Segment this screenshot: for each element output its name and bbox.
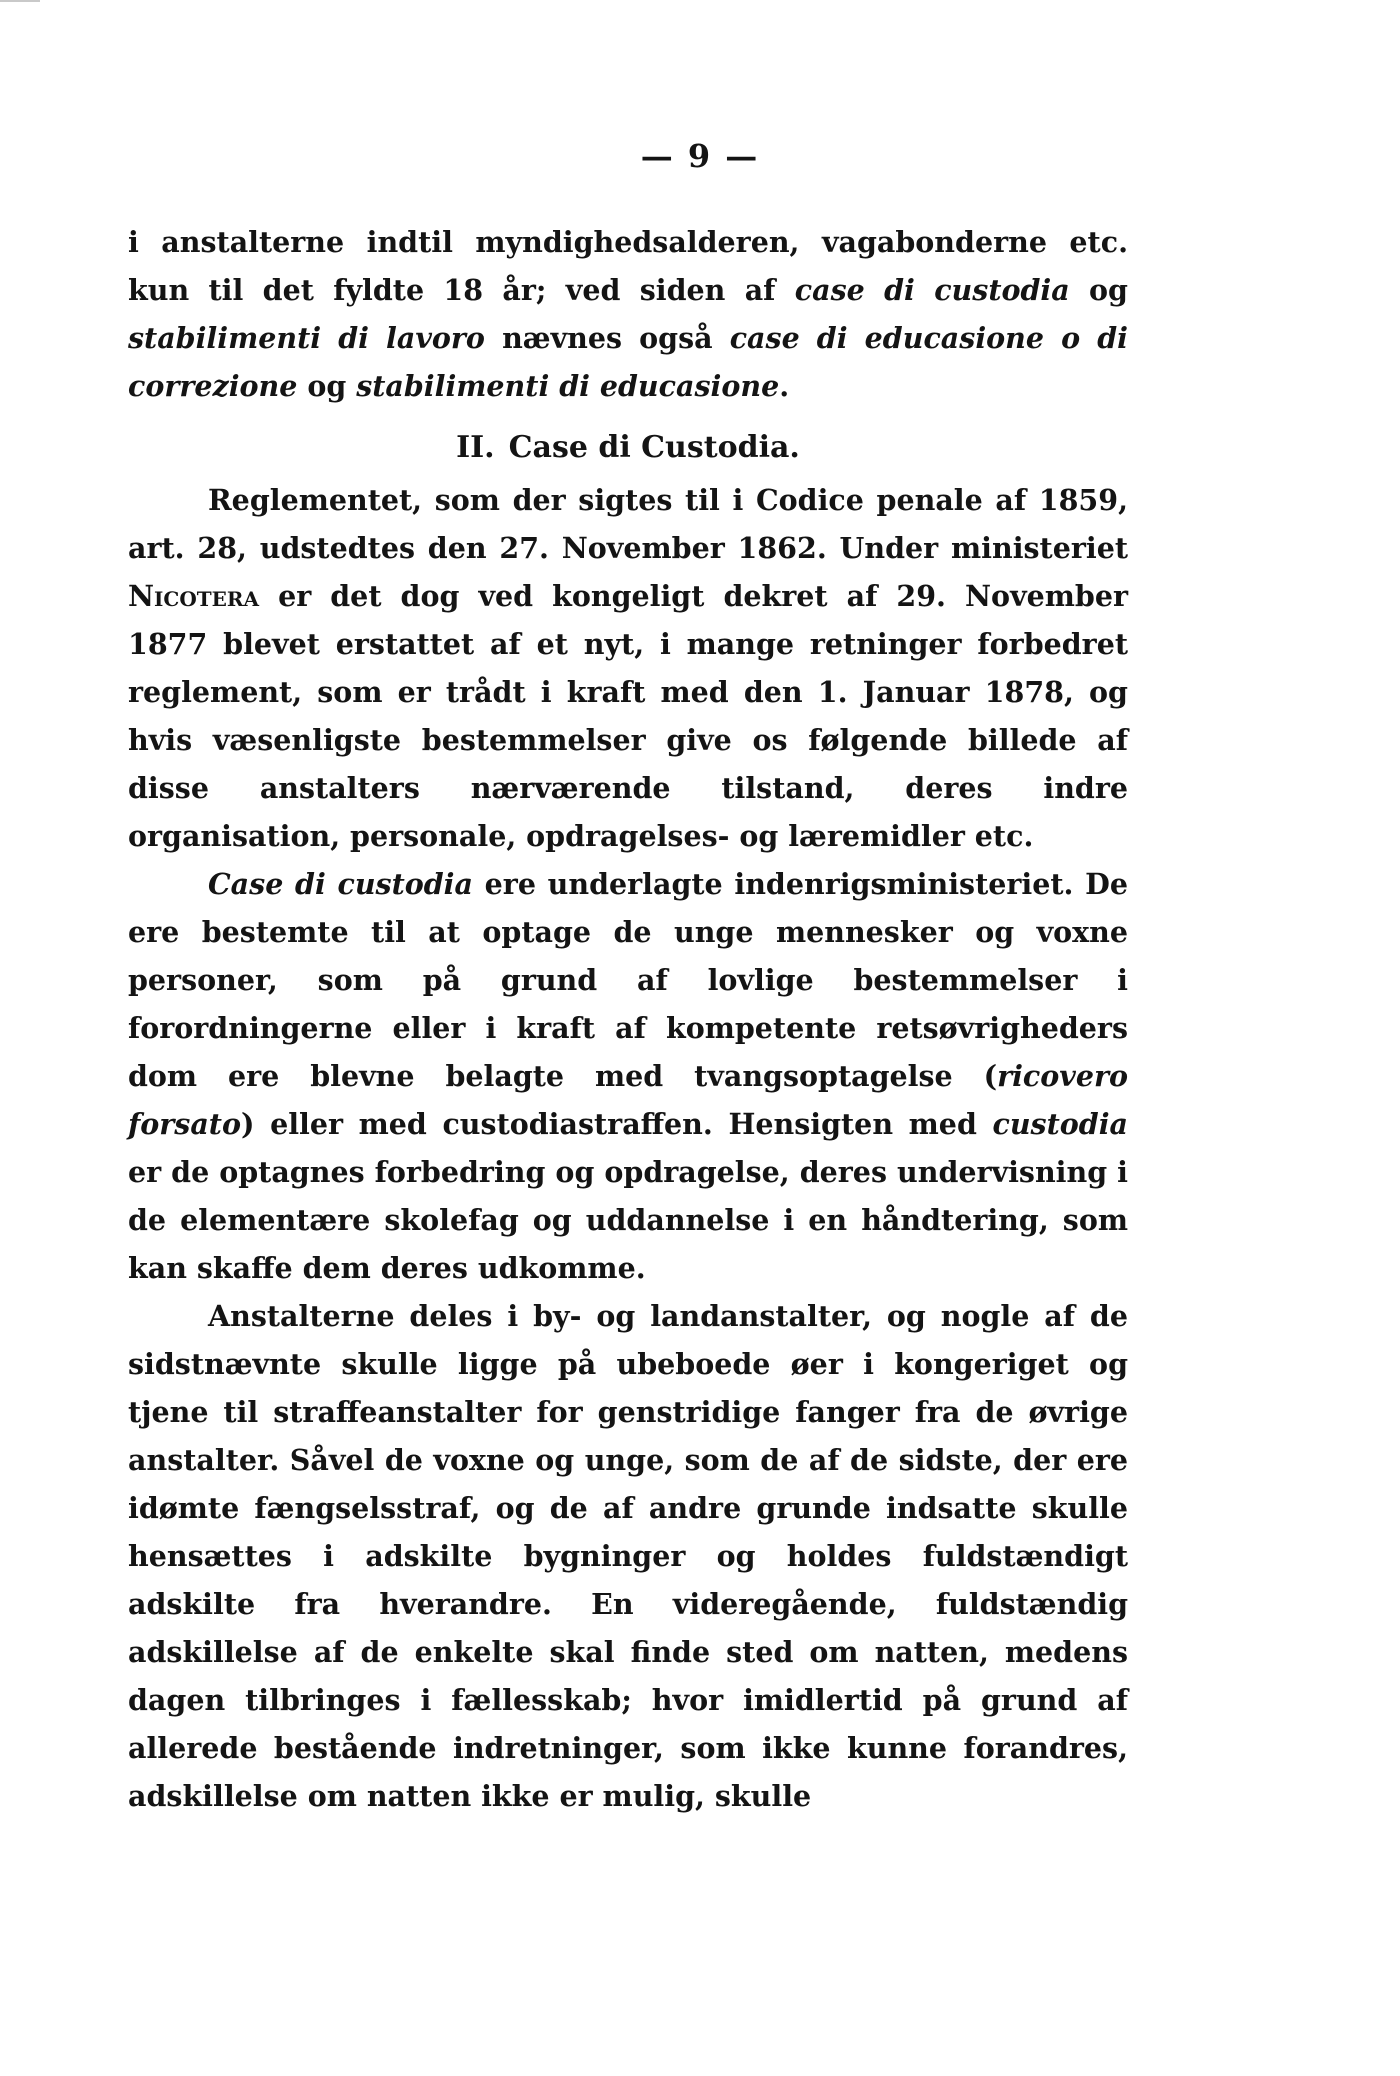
paragraph-text: Reglementet, som der sigtes til i Codice penale af 1859, art. 28, udstedtes den 27. November 1862. Under ministeriet xyxy=(128,483,1128,565)
italic-term: stabilimenti di educasione xyxy=(356,369,780,403)
paragraph-reglement xyxy=(128,476,1128,860)
italic-term: ricovero forsato xyxy=(128,1059,1128,1141)
page-number: — 9 — xyxy=(640,137,760,175)
paragraph-text: Anstalterne deles i by- og landanstalter, og nogle af de sidstnævnte skulle ligge på ubeboede øer i kongeriget og tjene til straffeanstalter for genstridige fanger fra de øvrige anstalter. Såvel de voxne og unge, som de af de sidste, der ere idømte fængselsstraf, og de af andre grunde indsatte skulle hensættes i adskilte bygninger og holdes fuldstændigt adskilte fra hverandre. En videregående, fuldstændig adskillelse af de enkelte skal finde sted om natten, medens dagen tilbringes i fællesskab; hvor imidlertid på grund af allerede bestående indretninger, som ikke kunne forandres, adskillelse om natten ikke er mulig, skulle xyxy=(128,1299,1128,1813)
section-numeral: II. xyxy=(456,430,495,465)
scan-edge-mark xyxy=(0,0,40,2)
italic-term: stabilimenti di lavoro xyxy=(128,321,485,355)
paragraph-text: og xyxy=(1069,273,1128,307)
paragraph-text: i anstalterne indtil myndighedsalderen, vagabonderne etc. kun til det fyldte 18 år; ved siden af xyxy=(128,225,1128,307)
paragraph-text: ) eller med custodiastraffen. Hensigten med xyxy=(240,1107,993,1141)
paragraph-text: . xyxy=(779,369,790,403)
paragraph-anstalterne xyxy=(128,1292,1128,1820)
text-column xyxy=(128,218,1128,1820)
paragraph-case-di-custodia xyxy=(128,860,1128,1292)
italic-term: custodia xyxy=(992,1107,1128,1141)
paragraph-text: og xyxy=(297,369,357,403)
paragraph-text: er de optagnes forbedring og opdragelse, deres undervisning i de elementære skolefag og uddannelse i en håndtering, som kan skaffe dem deres udkomme. xyxy=(128,1155,1128,1285)
section-title: Case di Custodia. xyxy=(508,430,800,465)
paragraph-text: er det dog ved kongeligt dekret af 29. November 1877 blevet erstattet af et nyt, i mange retninger forbedret reglement, som er trådt i kraft med den 1. Januar 1878, og hvis væsenligste bestemmelser give os følgende billede af disse anstalters nærværende tilstand, deres indre organisation, personale, opdragelses- og læremidler etc. xyxy=(128,579,1128,853)
italic-term: Case di custodia xyxy=(208,867,473,901)
italic-term: case di custodia xyxy=(794,273,1070,307)
paragraph-text: nævnes også xyxy=(484,321,730,355)
paragraph-continuation xyxy=(128,218,1128,410)
smallcaps-name: Nicotera xyxy=(128,579,260,613)
paragraph-text: ere underlagte indenrigsministeriet. De ere bestemte til at optage de unge mennesker og voxne personer, som på grund af lovlige bestemmelser i forordningerne eller i kraft af kompetente retsøvrigheders dom ere blevne belagte med tvangsoptagelse ( xyxy=(128,867,1128,1093)
section-heading xyxy=(128,424,1128,472)
italic-term: case di educasione o di correzione xyxy=(128,321,1128,403)
